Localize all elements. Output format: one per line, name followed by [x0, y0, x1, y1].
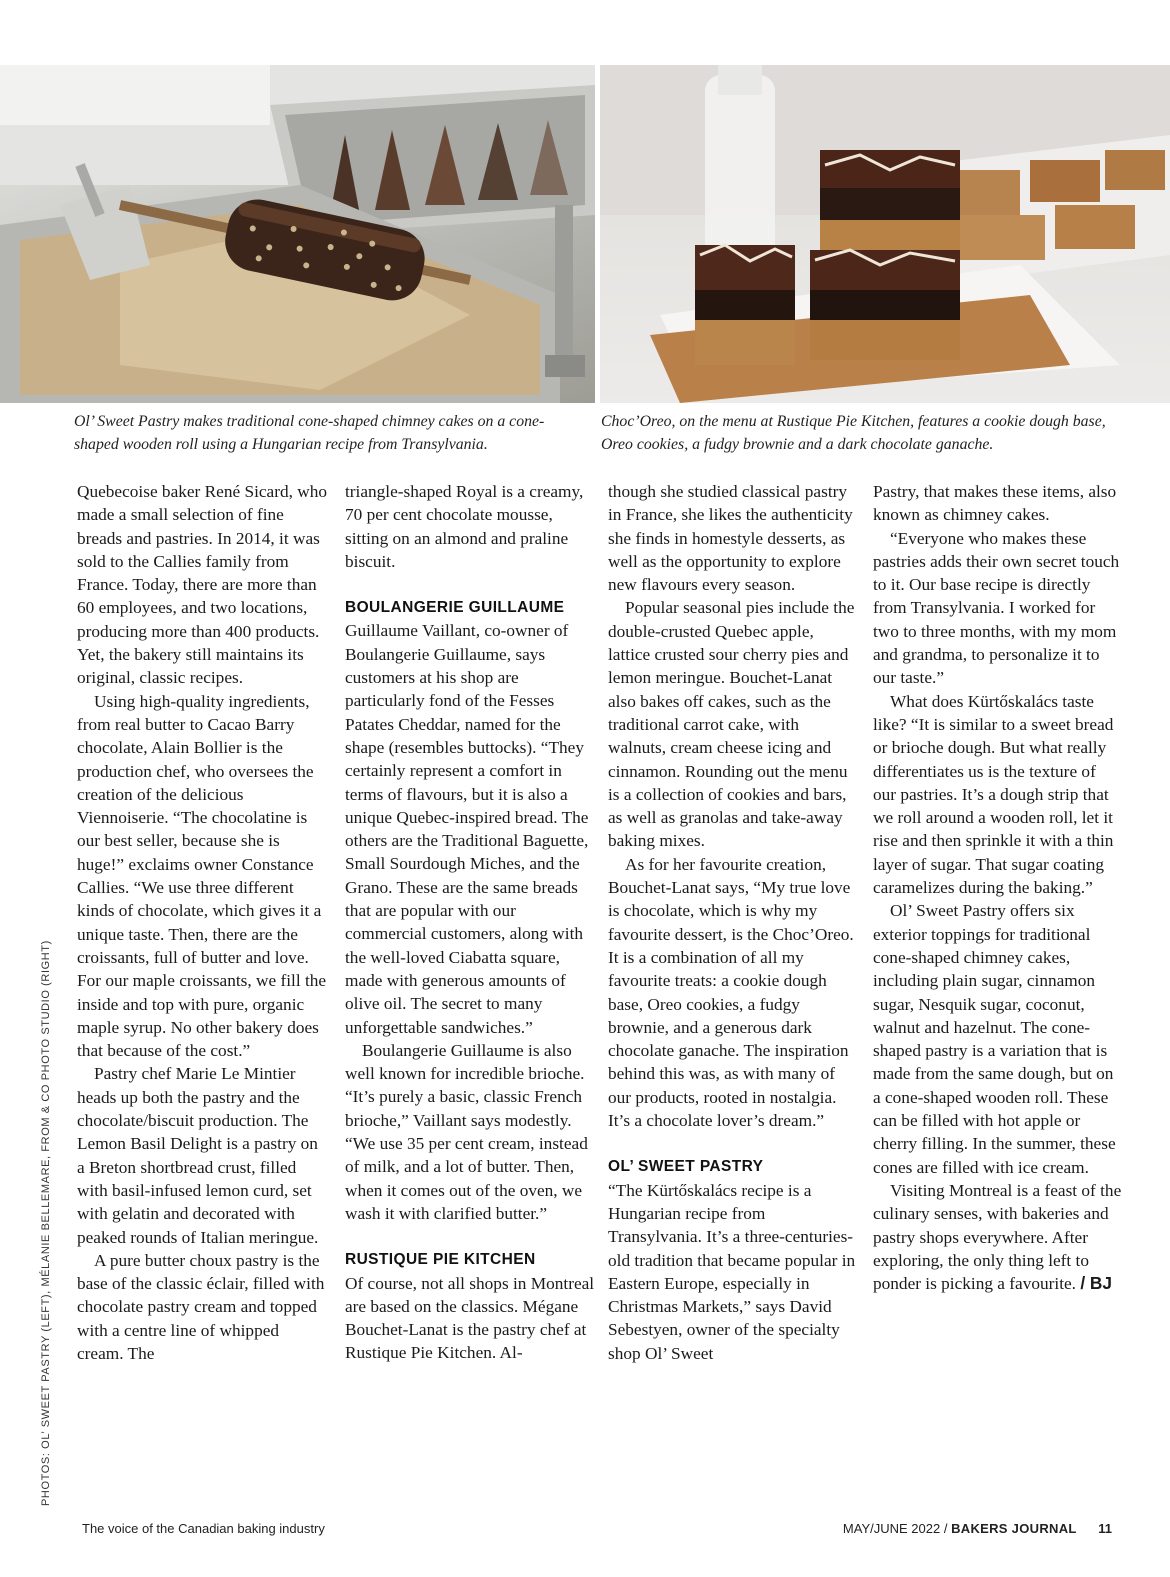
article-column-4 [873, 480, 1123, 1295]
paragraph: “Everyone who makes these pastries adds their own secret touch to it. Our base recipe is directly from Transylvania. I worked for two to three months, with my mom and grandma, to personalize it to our taste.” [873, 528, 1120, 688]
caption-left: Ol’ Sweet Pastry makes traditional cone-shaped chimney cakes on a cone-shaped wooden roll using a Hungarian recipe from Transylvania. [74, 413, 545, 453]
paragraph: Boulangerie Guillaume is also well known for incredible brioche. “It’s purely a basic, classic French brioche,” Vaillant says modestly. “We use 35 per cent cream, instead of milk, and a lot of butter. Then, when it comes out of the oven, we wash it with clarified butter.” [345, 1040, 588, 1223]
paragraph: Pastry, that makes these items, also known as chimney cakes. [873, 482, 1117, 525]
choc-oreo-photo [600, 65, 1170, 403]
caption-right: Choc’Oreo, on the menu at Rustique Pie Kitchen, features a cookie dough base, Oreo cookies, a fudgy brownie and a dark chocolate ganache. [601, 413, 1106, 453]
section-heading-rustique-pie-kitchen: RUSTIQUE PIE KITCHEN [345, 1251, 536, 1269]
paragraph: What does Kürtőskalács taste like? “It is similar to a sweet bread or brioche dough. But what really differentiates us is the texture of our pastries. It’s a dough strip that we roll around a wooden roll, let it rise and then sprinkle it with a thin layer of sugar. That sugar coating caramelizes during the baking.” [873, 691, 1114, 898]
article-column-3 [608, 480, 858, 1365]
paragraph: “The Kürtőskalács recipe is a Hungarian recipe from Transylvania. It’s a three-centuries-old tradition that became popular in Eastern Europe, especially in Christmas Markets,” says David Sebestyen, owner of the specialty shop Ol’ Sweet [608, 1180, 856, 1363]
section-heading-ol-sweet-pastry: OL’ SWEET PASTRY [608, 1158, 764, 1176]
article-column-2 [345, 480, 595, 1365]
paragraph: though she studied classical pastry in France, she likes the authenticity she finds in homestyle desserts, as well as the opportunity to explore new flavours every season. [608, 482, 853, 595]
paragraph: As for her favourite creation, Bouchet-Lanat says, “My true love is chocolate, which is why my favourite dessert, is the Choc’Oreo. It is a combination of all my favourite treats: a cookie dough base, Oreo cookies, a fudgy brownie, and a generous dark chocolate ganache. The inspiration behind this was, as with many of our products, rooted in nostalgia. It’s a chocolate lover’s dream.” [608, 854, 854, 1131]
paragraph: Of course, not all shops in Montreal are based on the classics. Mégane Bouchet-Lanat is the pastry chef at Rustique Pie Kitchen. Al- [345, 1273, 595, 1363]
chimney-cake-photo [0, 65, 595, 403]
paragraph: triangle-shaped Royal is a creamy, 70 per cent chocolate mousse, sitting on an almond and praline biscuit. [345, 482, 584, 571]
paragraph: Ol’ Sweet Pastry offers six exterior toppings for traditional cone-shaped chimney cakes, including plain sugar, cinnamon sugar, Nesquik sugar, coconut, walnut and hazelnut. The cone-shaped pastry is a variation that is made from the same dough, but on a cone-shaped wooden roll. These can be filled with hot apple or cherry filling. In the summer, these cones are filled with ice cream. [873, 901, 1116, 1177]
paragraph: A pure butter choux pastry is the base of the classic éclair, filled with chocolate pastry cream and topped with a centre line of whipped cream. The [77, 1250, 325, 1363]
choc-oreo-illustration [600, 65, 1170, 403]
page-number: 11 [1098, 1521, 1112, 1536]
paragraph-final [873, 1179, 1123, 1295]
section-heading-boulangerie-guillaume: BOULANGERIE GUILLAUME [345, 599, 565, 617]
paragraph: Quebecoise baker René Sicard, who made a small selection of fine breads and pastries. In 2014, it was sold to the Callies family from France. Today, there are more than 60 employees, and two locations, producing more than 400 products. Yet, the bakery still maintains its original, classic recipes. [77, 482, 328, 688]
paragraph: Using high-quality ingredients, from real butter to Cacao Barry chocolate, Alain Bollier is the production chef, who oversees the creation of the delicious Viennoiserie. “The chocolatine is our best seller, because she is huge!” exclaims owner Constance Callies. “We use three different kinds of chocolate, which gives it a unique taste. Then, there are the croissants, full of butter and love. For our maple croissants, we fill the inside and top with pure, organic maple syrup. No other bakery does that because of the cost.” [77, 691, 327, 1061]
article-column-1 [77, 480, 327, 1365]
paragraph: Popular seasonal pies include the double-crusted Quebec apple, lattice crusted sour cherry pies and lemon meringue. Bouchet-Lanat also bakes off cakes, such as the traditional carrot cake, with walnuts, cream cheese icing and cinnamon. Rounding out the menu is a collection of cookies and bars, as well as granolas and take-away baking mixes. [608, 598, 855, 851]
end-signature: / BJ [1080, 1273, 1113, 1294]
footer-issue-info [843, 1521, 1112, 1536]
chimney-cake-illustration [0, 65, 595, 403]
footer-tagline: The voice of the Canadian baking industry [82, 1521, 325, 1536]
paragraph: Guillaume Vaillant, co-owner of Boulangerie Guillaume, says customers at his shop are particularly fond of the Fesses Patates Cheddar, named for the shape (resembles buttocks). “They certainly represent a comfort in terms of flavours, but it is also a unique Quebec-inspired bread. The others are the Traditional Baguette, Small Sourdough Miches, and the Grano. These are the same breads that are popular with our commercial customers, along with the well-loved Ciabatta square, made with generous amounts of olive oil. The secret to many unforgettable sandwiches.” [345, 621, 589, 1037]
magazine-name: BAKERS JOURNAL [951, 1521, 1077, 1536]
issue-date: MAY/JUNE 2022 / [842, 1521, 948, 1536]
photo-credit: PHOTOS: OL’ SWEET PASTRY (LEFT), MÉLANIE BELLEMARE, FROM & CO PHOTO STUDIO (RIGHT) [40, 940, 52, 1506]
paragraph: Pastry chef Marie Le Mintier heads up both the pastry and the chocolate/biscuit production. The Lemon Basil Delight is a pastry on a Breton shortbread crust, filled with basil-infused lemon curd, set with gelatin and decorated with peaked rounds of Italian meringue. [77, 1064, 319, 1247]
final-text: Visiting Montreal is a feast of the culinary senses, with bakeries and pastry shops everywhere. After exploring, the only thing left to ponder is picking a favourite. [873, 1180, 1122, 1294]
